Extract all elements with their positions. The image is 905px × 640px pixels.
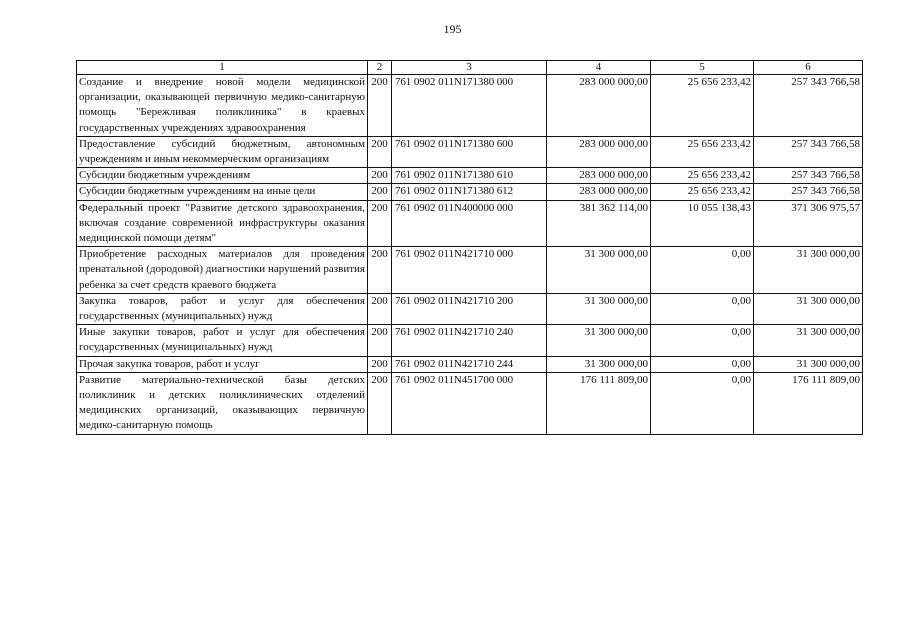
row-col5-cell: 0,00 xyxy=(651,247,754,294)
row-col6-cell: 257 343 766,58 xyxy=(754,168,863,184)
row-name-cell: Субсидии бюджетным учреждениям на иные цели xyxy=(77,184,368,200)
row-kbk-cell: 761 0902 011N421710 240 xyxy=(392,325,547,356)
table-row xyxy=(77,200,863,247)
row-kbk-cell: 761 0902 011N171380 612 xyxy=(392,184,547,200)
row-col5-cell: 25 656 233,42 xyxy=(651,136,754,167)
row-code-cell: 200 xyxy=(368,372,392,434)
row-code-cell: 200 xyxy=(368,75,392,137)
row-name-cell: Прочая закупка товаров, работ и услуг xyxy=(77,356,368,372)
page-number: 195 xyxy=(443,22,462,36)
row-code-cell: 200 xyxy=(368,136,392,167)
row-col5-cell: 25 656 233,42 xyxy=(651,75,754,137)
row-col4-cell: 283 000 000,00 xyxy=(547,75,651,137)
row-col5-cell: 0,00 xyxy=(651,293,754,324)
row-name-cell: Приобретение расходных материалов для проведения пренатальной (дородовой) диагностики нарушений развития ребенка за счет средств краевого бюджета xyxy=(77,247,368,294)
row-kbk-cell: 761 0902 011N451700 000 xyxy=(392,372,547,434)
row-code-cell: 200 xyxy=(368,200,392,247)
table-row xyxy=(77,136,863,167)
row-col6-cell: 31 300 000,00 xyxy=(754,356,863,372)
table-row xyxy=(77,372,863,434)
row-kbk-cell: 761 0902 011N171380 610 xyxy=(392,168,547,184)
row-col4-cell: 283 000 000,00 xyxy=(547,136,651,167)
row-col4-cell: 381 362 114,00 xyxy=(547,200,651,247)
row-col4-cell: 31 300 000,00 xyxy=(547,356,651,372)
row-col6-cell: 257 343 766,58 xyxy=(754,136,863,167)
row-name-cell: Иные закупки товаров, работ и услуг для обеспечения государственных (муниципальных) нужд xyxy=(77,325,368,356)
row-name-cell: Субсидии бюджетным учреждениям xyxy=(77,168,368,184)
column-header-1: 1 xyxy=(77,61,368,75)
table-body xyxy=(77,75,863,435)
row-kbk-cell: 761 0902 011N400000 000 xyxy=(392,200,547,247)
row-col4-cell: 31 300 000,00 xyxy=(547,325,651,356)
row-col6-cell: 176 111 809,00 xyxy=(754,372,863,434)
row-col6-cell: 257 343 766,58 xyxy=(754,75,863,137)
row-kbk-cell: 761 0902 011N421710 200 xyxy=(392,293,547,324)
row-name-cell: Закупка товаров, работ и услуг для обеспечения государственных (муниципальных) нужд xyxy=(77,293,368,324)
row-col6-cell: 31 300 000,00 xyxy=(754,325,863,356)
row-name-cell: Федеральный проект "Развитие детского здравоохранения, включая создание современной инфраструктуры оказания медицинской помощи детям" xyxy=(77,200,368,247)
row-col5-cell: 10 055 138,43 xyxy=(651,200,754,247)
row-name-cell: Развитие материально-технической базы детских поликлиник и детских поликлинических отделений медицинских организаций, оказывающих первичную медико-санитарную помощь xyxy=(77,372,368,434)
row-name-cell: Создание и внедрение новой модели медицинской организации, оказывающей первичную медико-санитарную помощь "Бережливая поликлиника" в краевых государственных учреждениях здравоохранения xyxy=(77,75,368,137)
row-col6-cell: 31 300 000,00 xyxy=(754,247,863,294)
row-col5-cell: 0,00 xyxy=(651,372,754,434)
row-col5-cell: 0,00 xyxy=(651,356,754,372)
row-code-cell: 200 xyxy=(368,184,392,200)
row-code-cell: 200 xyxy=(368,168,392,184)
row-col6-cell: 257 343 766,58 xyxy=(754,184,863,200)
row-kbk-cell: 761 0902 011N421710 244 xyxy=(392,356,547,372)
column-header-6: 6 xyxy=(754,61,863,75)
row-code-cell: 200 xyxy=(368,247,392,294)
table-row xyxy=(77,247,863,294)
column-header-5: 5 xyxy=(651,61,754,75)
row-col4-cell: 31 300 000,00 xyxy=(547,247,651,294)
table-row xyxy=(77,75,863,137)
row-col4-cell: 31 300 000,00 xyxy=(547,293,651,324)
row-col4-cell: 176 111 809,00 xyxy=(547,372,651,434)
table-row xyxy=(77,184,863,200)
row-code-cell: 200 xyxy=(368,325,392,356)
table-row xyxy=(77,325,863,356)
row-kbk-cell: 761 0902 011N171380 600 xyxy=(392,136,547,167)
row-col5-cell: 25 656 233,42 xyxy=(651,184,754,200)
row-col5-cell: 25 656 233,42 xyxy=(651,168,754,184)
table-row xyxy=(77,168,863,184)
budget-table xyxy=(76,60,863,435)
row-col4-cell: 283 000 000,00 xyxy=(547,168,651,184)
row-code-cell: 200 xyxy=(368,293,392,324)
row-kbk-cell: 761 0902 011N171380 000 xyxy=(392,75,547,137)
row-name-cell: Предоставление субсидий бюджетным, автономным учреждениям и иным некоммерческим организациям xyxy=(77,136,368,167)
column-header-2: 2 xyxy=(368,61,392,75)
row-kbk-cell: 761 0902 011N421710 000 xyxy=(392,247,547,294)
row-col5-cell: 0,00 xyxy=(651,325,754,356)
table-header-row xyxy=(77,61,863,75)
row-code-cell: 200 xyxy=(368,356,392,372)
column-header-3: 3 xyxy=(392,61,547,75)
column-header-4: 4 xyxy=(547,61,651,75)
table-row xyxy=(77,293,863,324)
row-col4-cell: 283 000 000,00 xyxy=(547,184,651,200)
row-col6-cell: 31 300 000,00 xyxy=(754,293,863,324)
table-row xyxy=(77,356,863,372)
row-col6-cell: 371 306 975,57 xyxy=(754,200,863,247)
